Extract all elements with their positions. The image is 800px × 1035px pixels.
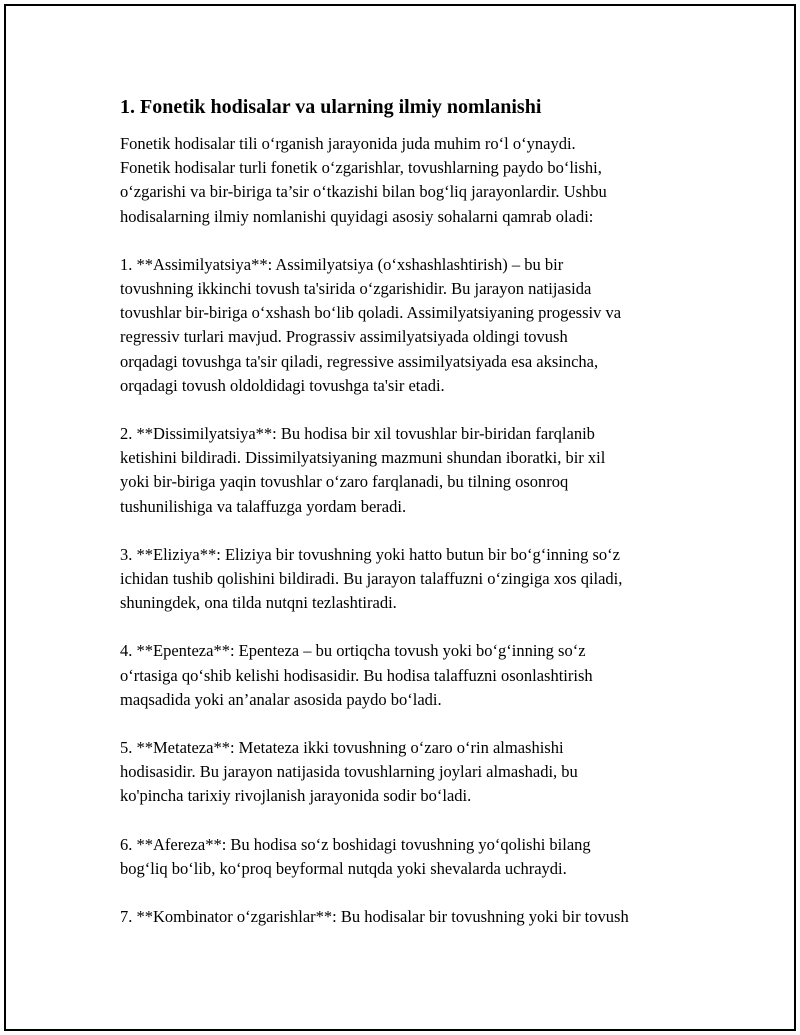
text-line: hodisasidir. Bu jarayon natijasida tovushlarning joylari almashadi, bu [120, 762, 578, 782]
text-line: tovushning ikkinchi tovush ta'sirida o‘zgarishidir. Bu jarayon natijasida [120, 279, 592, 299]
text-line: ko'pincha tarixiy rivojlanish jarayonida sodir bo‘ladi. [120, 786, 472, 806]
document-body [120, 94, 720, 953]
text-line: 7. **Kombinator o‘zgarishlar**: Bu hodisalar bir tovushning yoki bir tovush [120, 907, 629, 927]
text-line: 1. **Assimilyatsiya**: Assimilyatsiya (o‘xshashlashtirish) – bu bir [120, 254, 564, 274]
paragraph-kombinator [120, 905, 720, 929]
text-line: tovushlar bir-biriga o‘xshash bo‘lib qoladi. Assimilyatsiyaning progessiv va [120, 303, 622, 323]
text-line: 3. **Eliziya**: Eliziya bir tovushning yoki hatto butun bir bo‘g‘inning so‘z [120, 544, 620, 564]
text-line: tushunilishiga va talaffuzga yordam beradi. [120, 496, 407, 516]
text-line: 6. **Afereza**: Bu hodisa so‘z boshidagi tovushning yo‘qolishi bilang [120, 834, 591, 854]
paragraph-afereza [120, 833, 720, 881]
text-line: orqadagi tovushga ta'sir qiladi, regressive assimilyatsiyada esa aksincha, [120, 351, 599, 371]
text-line: maqsadida yoki an’analar asosida paydo bo‘ladi. [120, 689, 442, 709]
text-line: Fonetik hodisalar turli fonetik o‘zgarishlar, tovushlarning paydo bo‘lishi, [120, 158, 602, 178]
text-line: Fonetik hodisalar tili o‘rganish jarayonida juda muhim ro‘l o‘ynaydi. [120, 134, 576, 153]
text-line: bog‘liq bo‘lib, ko‘proq beyformal nutqda yoki shevalarda uchraydi. [120, 858, 567, 878]
paragraph-metateza [120, 736, 720, 809]
paragraph-intro [120, 132, 720, 229]
text-line: ketishini bildiradi. Dissimilyatsiyaning mazmuni shundan iboratki, bir xil [120, 448, 606, 468]
text-line: 2. **Dissimilyatsiya**: Bu hodisa bir xil tovushlar bir-biridan farqlanib [120, 424, 595, 444]
text-line: 4. **Epenteza**: Epenteza – bu ortiqcha tovush yoki bo‘g‘inning so‘z [120, 641, 586, 661]
page-frame [4, 4, 796, 1031]
text-line: yoki bir-biriga yaqin tovushlar o‘zaro farqlanadi, bu tilning osonroq [120, 472, 569, 492]
text-line: shuningdek, ona tilda nutqni tezlashtiradi. [120, 593, 397, 613]
paragraph-dissimilyatsiya [120, 422, 720, 519]
paragraph-eliziya [120, 543, 720, 616]
text-line: regressiv turlari mavjud. Prograssiv assimilyatsiyada oldingi tovush [120, 327, 568, 347]
text-line: 5. **Metateza**: Metateza ikki tovushning o‘zaro o‘rin almashishi [120, 738, 564, 758]
text-line: orqadagi tovush oldoldidagi tovushga ta'sir etadi. [120, 375, 445, 395]
paragraph-assimilyatsiya [120, 253, 720, 398]
text-line: o‘rtasiga qo‘shib kelishi hodisasidir. Bu hodisa talaffuzni osonlashtirish [120, 665, 593, 685]
paragraph-epenteza [120, 639, 720, 712]
text-line: hodisalarning ilmiy nomlanishi quyidagi asosiy sohalarni qamrab oladi: [120, 206, 594, 226]
document-title: 1. Fonetik hodisalar va ularning ilmiy nomlanishi [120, 96, 542, 118]
text-line: ichidan tushib qolishini bildiradi. Bu jarayon talaffuzni o‘zingiga xos qiladi, [120, 569, 623, 589]
text-line: o‘zgarishi va bir-biriga ta’sir o‘tkazishi bilan bog‘liq jarayonlardir. Ushbu [120, 182, 607, 202]
